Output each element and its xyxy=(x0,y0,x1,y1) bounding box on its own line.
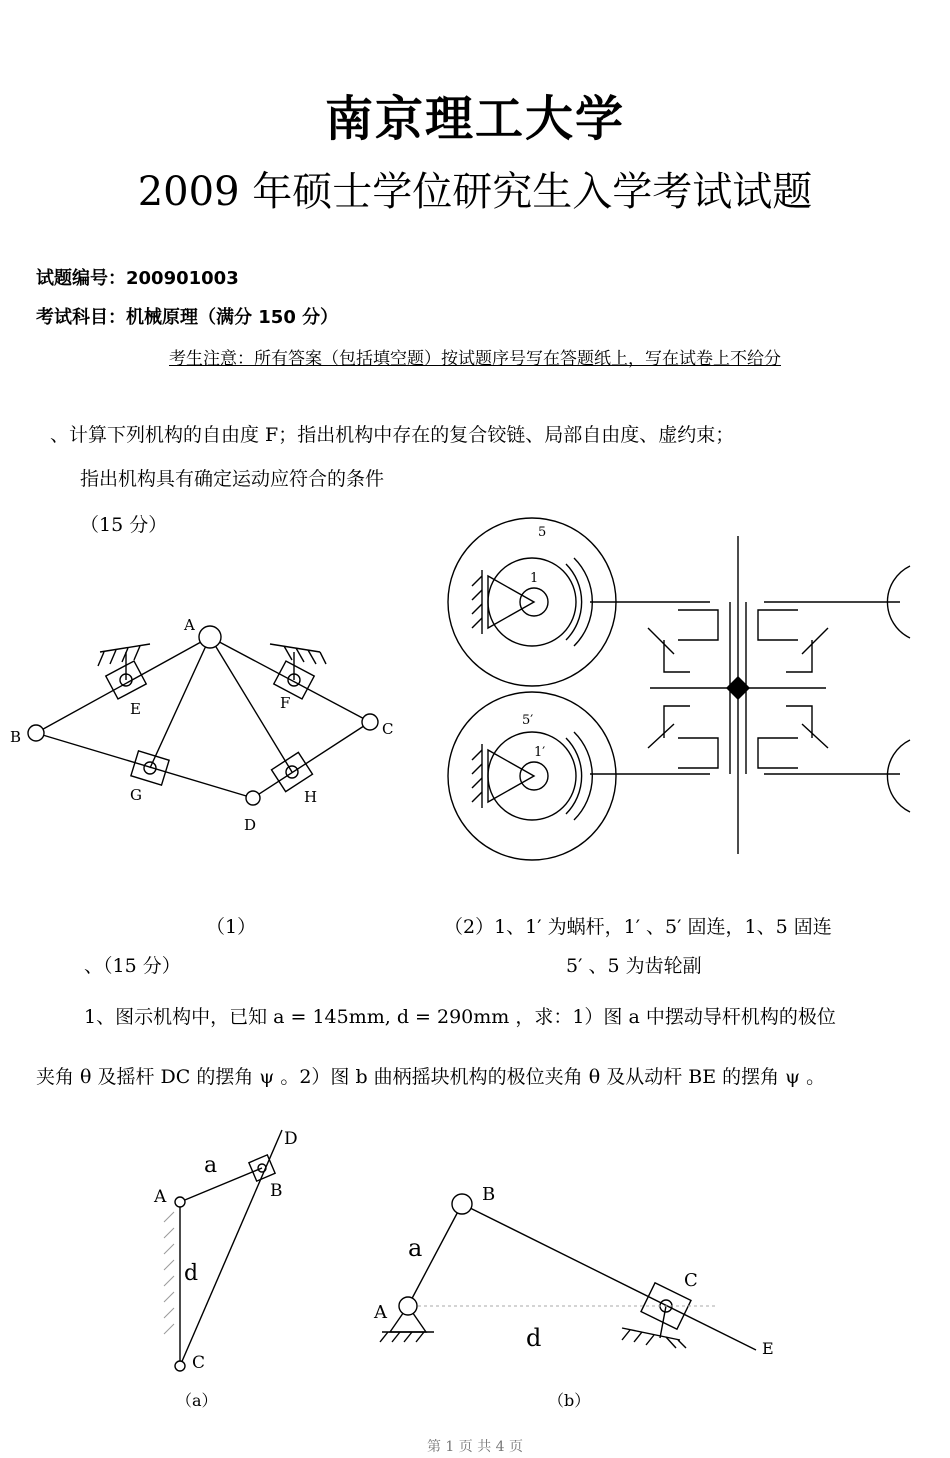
exam-subject-value: 机械原理（满分 150 分） xyxy=(126,307,339,328)
link-a-g xyxy=(150,637,210,768)
bevel-housing-ul xyxy=(678,610,718,640)
fig-b-caption: （b） xyxy=(548,1391,591,1410)
exam-code xyxy=(36,264,239,290)
exam-subject xyxy=(36,303,338,329)
joint-c xyxy=(175,1361,185,1371)
worm-1-arc xyxy=(566,564,582,640)
follower-be xyxy=(462,1204,756,1350)
label-crank-a: a xyxy=(204,1153,218,1178)
exam-notice: 考生注意：所有答案（包括填空题）按试题序号写在答题纸上，写在试卷上不给分 xyxy=(169,349,781,369)
q2-title: 、（15 分） xyxy=(84,955,181,977)
q2-line1: 1、图示机构中，已知 a = 145mm, d = 290mm ，求：1）图 a 中摆动导杆机构的极位 xyxy=(84,1006,836,1028)
joint-b xyxy=(28,725,44,741)
page-footer: 第 1 页 共 4 页 xyxy=(426,1439,524,1455)
label-g: G xyxy=(130,786,142,804)
worm-1-prime-arc xyxy=(566,738,582,814)
label-gear-5: 5 xyxy=(538,525,547,540)
figure-a-guide-bar-mechanism xyxy=(140,1120,330,1380)
q1-line1: 、计算下列机构的自由度 F；指出机构中存在的复合铰链、局部自由度、虚约束； xyxy=(50,424,735,446)
label-c: C xyxy=(382,720,394,738)
label-e: E xyxy=(130,700,141,718)
label-b: B xyxy=(482,1184,496,1205)
exam-title: 2009 年硕士学位研究生入学考试试题 xyxy=(137,169,813,215)
ground-f xyxy=(270,644,320,652)
label-c: C xyxy=(192,1353,206,1373)
figure-b-crank-rocker-block xyxy=(360,1170,790,1370)
joint-b xyxy=(452,1194,472,1214)
joint-a xyxy=(399,1297,417,1315)
label-frame-d: d xyxy=(184,1261,199,1286)
exam-code-label: 试题编号： xyxy=(36,268,126,289)
label-worm-1-prime: 1′ xyxy=(534,745,546,760)
label-d: D xyxy=(284,1129,298,1149)
label-e: E xyxy=(762,1339,774,1358)
joint-a xyxy=(175,1197,185,1207)
fig1-caption: （1） xyxy=(206,916,257,938)
q1-line2: 指出机构具有确定运动应符合的条件 xyxy=(80,468,385,490)
label-d: D xyxy=(244,816,257,834)
label-h: H xyxy=(304,788,318,806)
figure-2-worm-gear-train xyxy=(438,518,918,874)
bevel-housing-ll xyxy=(678,738,718,768)
school-name: 南京理工大学 xyxy=(324,91,625,147)
joint-a xyxy=(199,626,221,648)
label-frame-d: d xyxy=(526,1324,542,1352)
support-worm-1 xyxy=(488,576,534,628)
joint-d xyxy=(246,791,260,805)
crank-a xyxy=(180,1168,262,1202)
bevel-housing-ur xyxy=(758,610,798,640)
label-a: A xyxy=(154,1187,167,1207)
label-a: A xyxy=(184,616,195,634)
ground-e xyxy=(100,644,150,652)
link-c-d xyxy=(253,722,370,798)
support-worm-1-prime xyxy=(488,750,534,802)
q2-line2: 夹角 θ 及摇杆 DC 的摆角 ψ 。2）图 b 曲柄摇块机构的极位夹角 θ 及从动杆 BE 的摆角 ψ 。 xyxy=(36,1066,826,1088)
label-crank-a: a xyxy=(408,1234,423,1262)
bevel-housing-lr xyxy=(758,738,798,768)
q1-score: （15 分） xyxy=(80,514,168,536)
figure-1-linkage xyxy=(0,600,420,840)
label-f: F xyxy=(280,694,291,712)
label-gear-5-prime: 5′ xyxy=(522,713,534,728)
rocker-dc xyxy=(180,1130,282,1366)
fig2-caption: （2）1、1′ 为蜗杆，1′ 、5′ 固连，1、5 固连 xyxy=(444,916,832,938)
label-a: A xyxy=(374,1302,387,1323)
joint-c xyxy=(362,714,378,730)
label-c: C xyxy=(684,1270,698,1291)
fig-a-caption: （a） xyxy=(176,1391,218,1410)
label-b: B xyxy=(10,728,22,746)
exam-subject-label: 考试科目： xyxy=(36,307,126,328)
label-b: B xyxy=(270,1181,283,1201)
fig2-caption-2: 5′ 、5 为齿轮副 xyxy=(566,955,702,977)
label-worm-1: 1 xyxy=(530,571,539,586)
exam-code-value: 200901003 xyxy=(126,268,239,289)
gear-5-prime-inner xyxy=(488,732,576,820)
output-wheel-lower xyxy=(887,740,910,812)
